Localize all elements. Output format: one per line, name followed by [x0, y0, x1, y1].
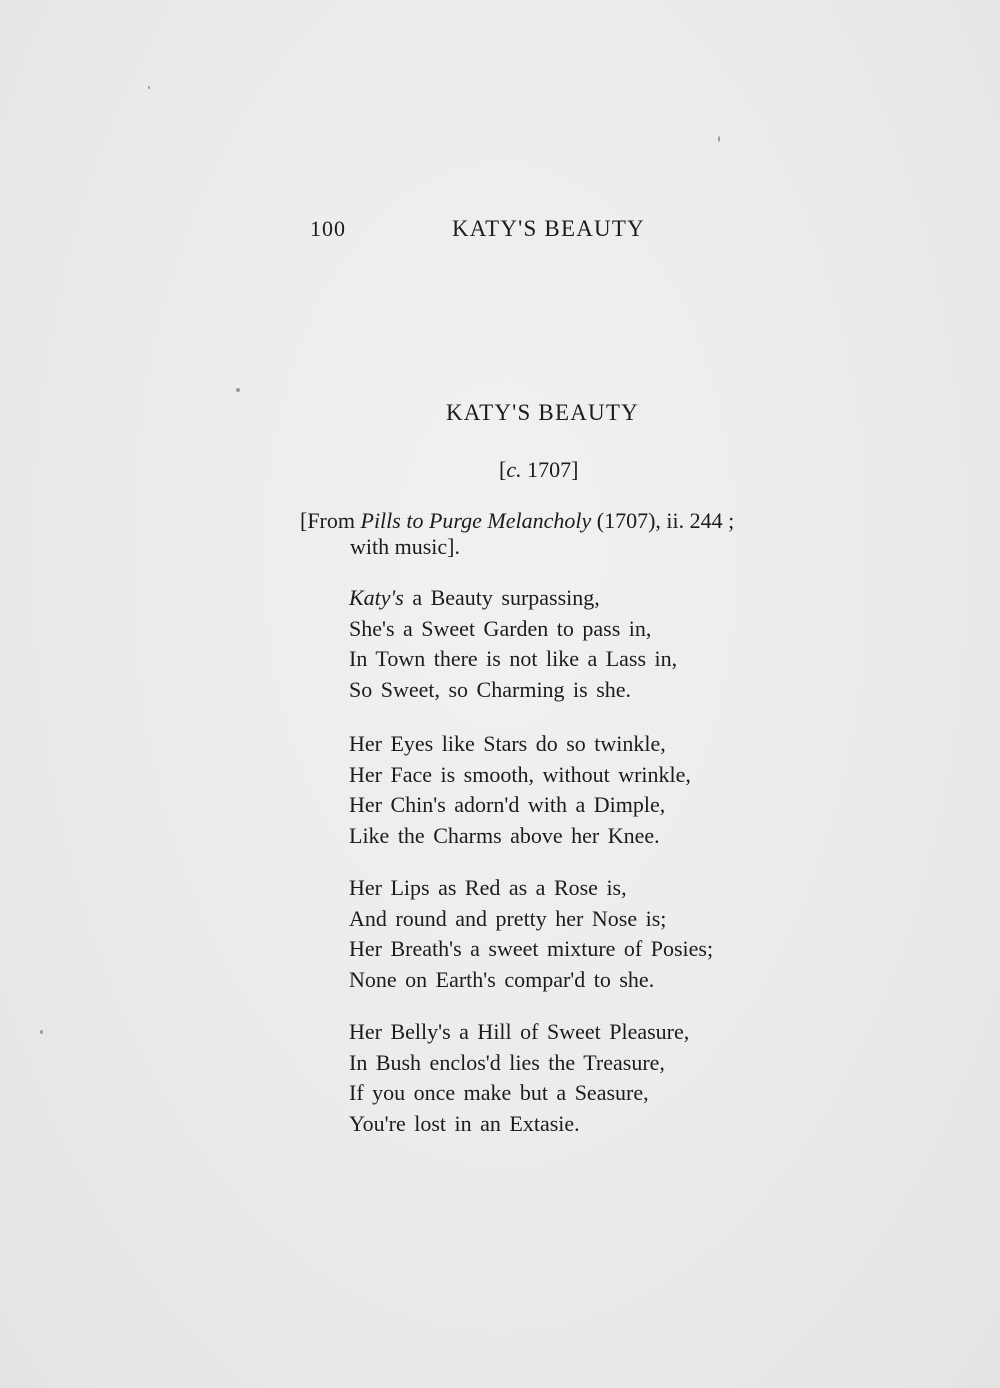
running-head — [310, 216, 650, 250]
poem-date — [499, 457, 578, 483]
stanza-4 — [349, 1017, 689, 1139]
poem-line: In Town there is not like a Lass in, — [349, 646, 678, 671]
poem-line — [349, 583, 677, 614]
poem-line: If you once make but a Seasure, — [349, 1080, 649, 1105]
poem-line-first-word: Katy's — [349, 585, 404, 610]
stanza-3 — [349, 873, 713, 995]
page-number: 100 — [310, 216, 346, 241]
paper-speck — [148, 86, 150, 89]
poem-line: Her Chin's adorn'd with a Dimple, — [349, 792, 666, 817]
source-open: [From — [300, 508, 361, 533]
poem-line: Her Eyes like Stars do so twinkle, — [349, 731, 666, 756]
date-year: 1707] — [521, 457, 579, 482]
poem-line: Her Breath's a sweet mixture of Posies; — [349, 936, 714, 961]
poem-line: Her Face is smooth, without wrinkle, — [349, 761, 691, 787]
date-circa: c. — [506, 457, 522, 482]
paper-speck — [718, 136, 720, 142]
stanza-2 — [349, 729, 691, 851]
poem-line: Her Belly's a Hill of Sweet Pleasure, — [349, 1019, 690, 1044]
poem-line: Like the Charms above her Knee. — [349, 822, 660, 848]
source-book-title: Pills to Purge Melancholy — [360, 508, 592, 533]
paper-speck — [40, 1030, 43, 1034]
poem-line: She's a Sweet Garden to pass in, — [349, 615, 652, 641]
paper-speck — [236, 388, 240, 392]
poem-line-rest: a Beauty surpassing, — [403, 585, 600, 610]
poem-line: And round and pretty her Nose is; — [349, 905, 667, 931]
poem-line: In Bush enclos'd lies the Treasure, — [349, 1049, 665, 1075]
poem-line: Her Lips as Red as a Rose is, — [349, 875, 627, 900]
source-note — [300, 508, 800, 560]
date-bracket: [ — [499, 457, 507, 482]
poem-title: KATY'S BEAUTY — [446, 400, 639, 425]
poem-line: You're lost in an Extasie. — [349, 1110, 580, 1136]
source-details: (1707), ii. 244 ; — [591, 508, 735, 533]
poem-line: None on Earth's compar'd to she. — [349, 966, 655, 992]
poem-line: So Sweet, so Charming is she. — [349, 676, 632, 702]
source-line-2: with music]. — [350, 534, 460, 559]
running-title: KATY'S BEAUTY — [452, 216, 645, 241]
stanza-1 — [349, 583, 677, 705]
